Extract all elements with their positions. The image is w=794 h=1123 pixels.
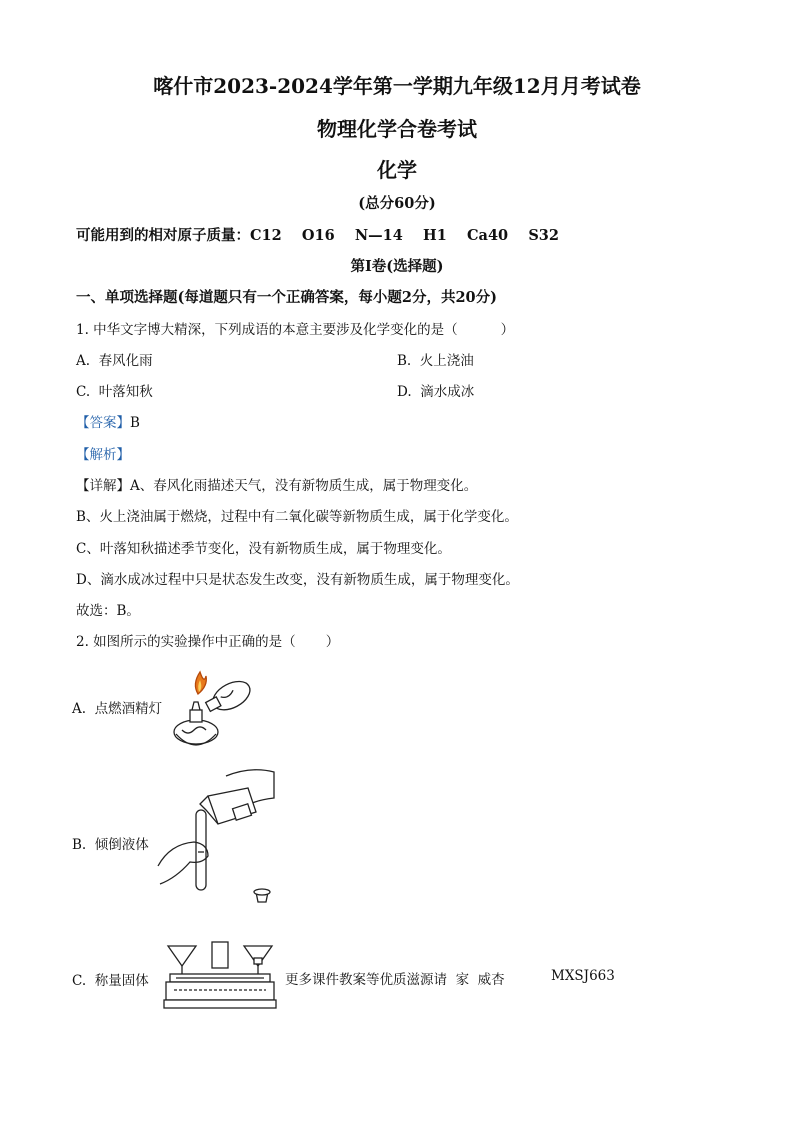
detail-label: 【详解】	[76, 478, 130, 494]
q1-conclusion: 故选：B。	[76, 603, 140, 619]
q1-detail-c: C、叶落知秋描述季节变化，没有新物质生成，属于物理变化。	[76, 541, 451, 557]
q1-option-d: D. 滴水成冰	[397, 384, 475, 400]
q1-detail-a	[76, 474, 477, 494]
q1-option-c: C. 叶落知秋	[76, 384, 153, 400]
q1-option-b: B. 火上浇油	[397, 353, 474, 369]
pour-liquid-illustration	[156, 766, 280, 912]
q1-option-a: A. 春风化雨	[76, 353, 153, 369]
paper-subtitle: 物理化学合卷考试	[317, 117, 477, 141]
q1-stem: 1. 中华文字博大精深，下列成语的本意主要涉及化学变化的是（ ）	[76, 322, 515, 338]
analysis-label: 【解析】	[76, 447, 130, 463]
answer-label: 【答案】	[76, 415, 130, 431]
paper-title: 喀什市2023-2024学年第一学期九年级12月月考试卷	[153, 74, 641, 98]
detail-a-text: A、春风化雨描述天气，没有新物质生成，属于物理变化。	[130, 478, 478, 494]
balance-illustration	[162, 938, 278, 1014]
q2-option-b: B. 倾倒液体	[72, 837, 149, 853]
watermark-code: MXSJ663	[551, 968, 615, 984]
q2-option-a: A. 点燃酒精灯	[72, 701, 163, 717]
total-score: (总分60分)	[358, 195, 436, 212]
q1-detail-b: B、火上浇油属于燃烧，过程中有二氧化碳等新物质生成，属于化学变化。	[76, 509, 518, 525]
q2-stem: 2. 如图所示的实验操作中正确的是（ ）	[76, 634, 340, 650]
subject-title: 化学	[377, 158, 417, 182]
alcohol-lamp-illustration	[168, 664, 260, 756]
volume-title: 第Ⅰ卷(选择题)	[350, 258, 444, 275]
answer-value: B	[130, 415, 140, 431]
q1-detail-d: D、滴水成冰过程中只是状态发生改变，没有新物质生成，属于物理变化。	[76, 572, 519, 588]
q1-answer	[76, 411, 140, 431]
section-heading: 一、单项选择题(每道题只有一个正确答案，每小题2分，共20分)	[76, 289, 497, 306]
q2-option-c: C. 称量固体	[72, 973, 149, 989]
atomic-mass-line: 可能用到的相对原子质量：C12 O16 N—14 H1 Ca40 S32	[76, 227, 559, 244]
watermark-text: 更多课件教案等优质滋源请 家 威杏	[285, 972, 505, 988]
